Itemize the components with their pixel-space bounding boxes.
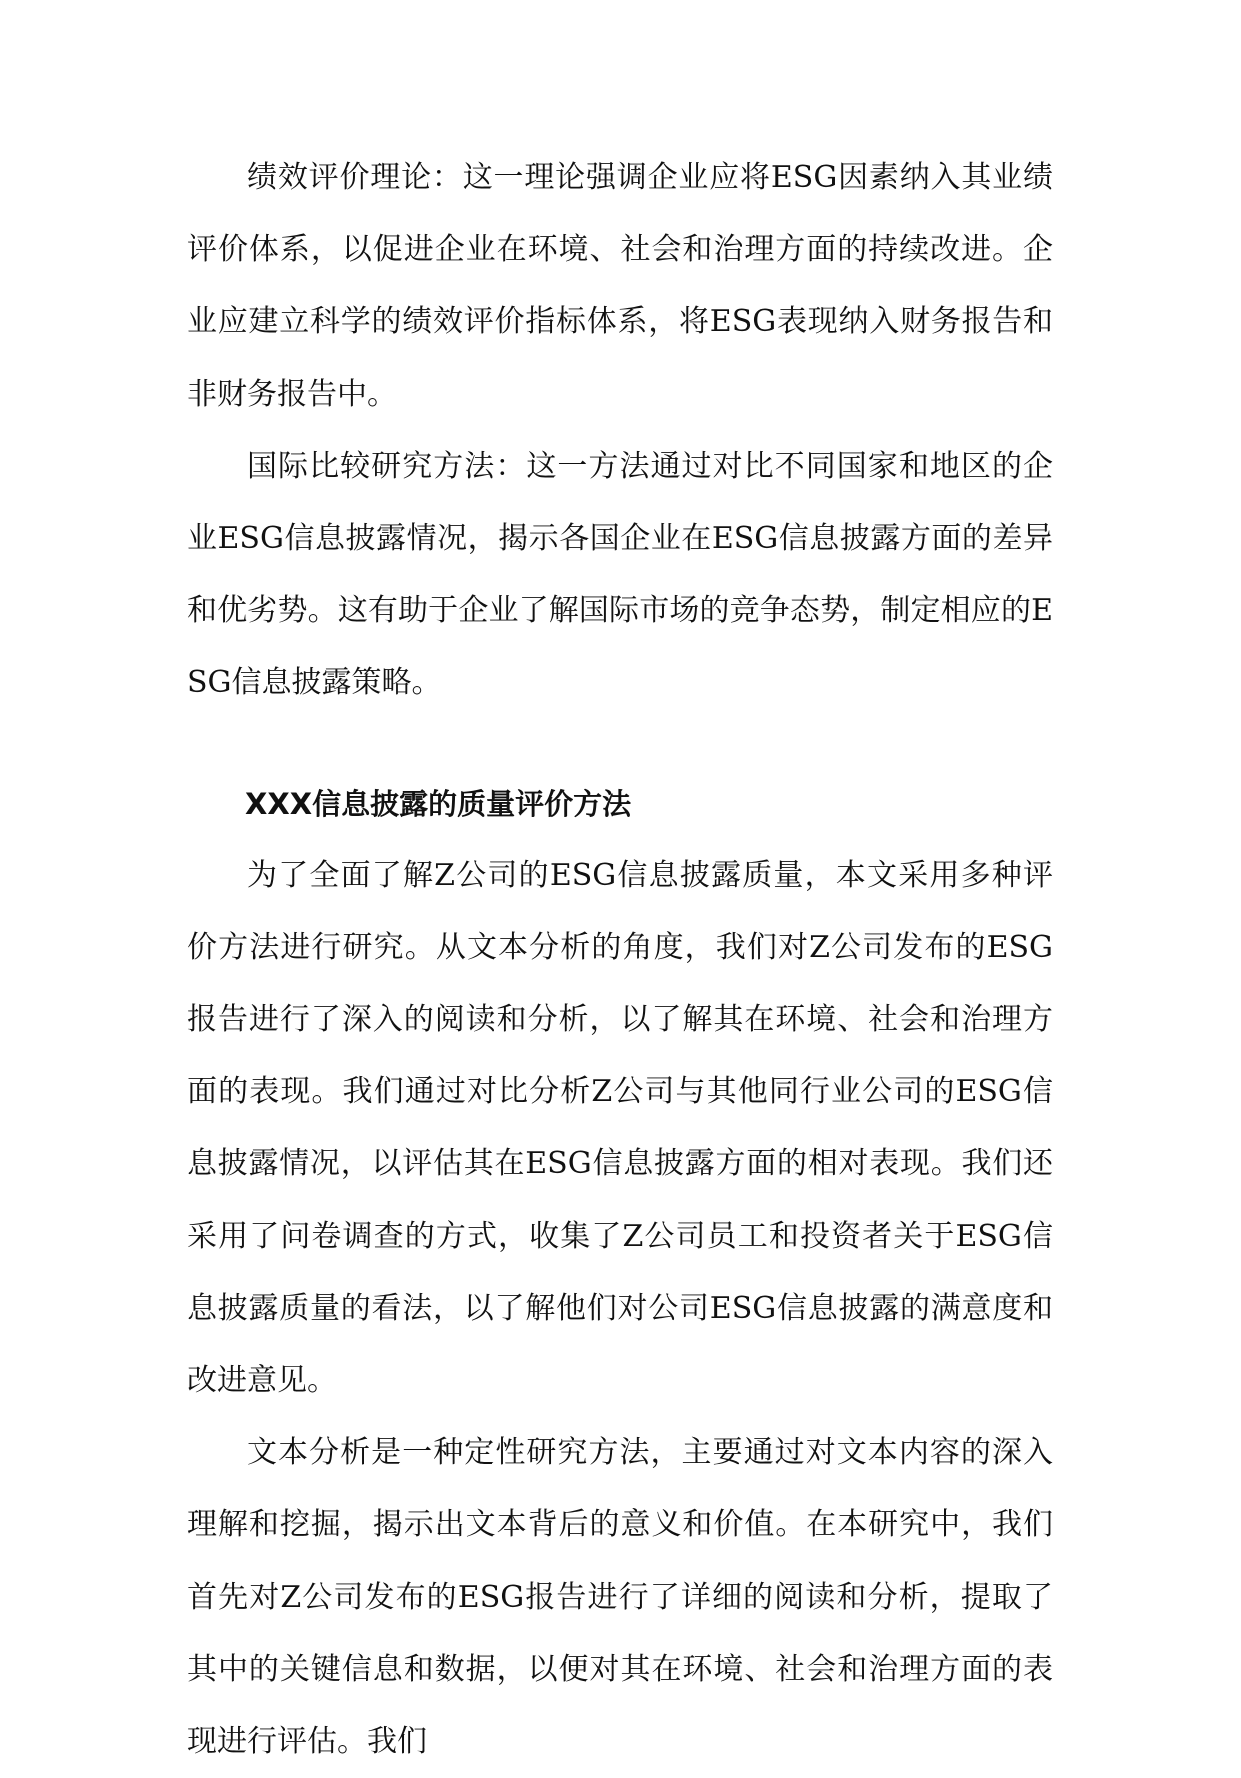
paragraph-performance-evaluation-theory: 绩效评价理论：这一理论强调企业应将ESG因素纳入其业绩评价体系，以促进企业在环境、社会和治理方面的持续改进。企业应建立科学的绩效评价指标体系，将ESG表现纳入财务报告和非财务报告中。 (187, 160, 1053, 412)
paragraph-evaluation-methods: 为了全面了解Z公司的ESG信息披露质量，本文采用多种评价方法进行研究。从文本分析的角度，我们对Z公司发布的ESG报告进行了深入的阅读和分析，以了解其在环境、社会和治理方面的表现。我们通过对比分析Z公司与其他同行业公司的ESG信息披露情况，以评估其在ESG信息披露方面的相对表现。我们还采用了问卷调查的方式，收集了Z公司员工和投资者关于ESG信息披露质量的看法，以了解他们对公司ESG信息披露的满意度和改进意见。 (187, 857, 1053, 1399)
document-body (187, 142, 1053, 1778)
section-heading: XXX信息披露的质量评价方法 (245, 786, 632, 821)
paragraph-text-analysis: 文本分析是一种定性研究方法，主要通过对文本内容的深入理解和挖掘，揭示出文本背后的意义和价值。在本研究中，我们首先对Z公司发布的ESG报告进行了详细的阅读和分析，提取了其中的关键信息和数据，以便对其在环境、社会和治理方面的表现进行评估。我们 (187, 1435, 1053, 1760)
paragraph-international-comparison-method: 国际比较研究方法：这一方法通过对比不同国家和地区的企业ESG信息披露情况，揭示各国企业在ESG信息披露方面的差异和优劣势。这有助于企业了解国际市场的竞争态势，制定相应的ESG信息披露策略。 (187, 448, 1053, 701)
